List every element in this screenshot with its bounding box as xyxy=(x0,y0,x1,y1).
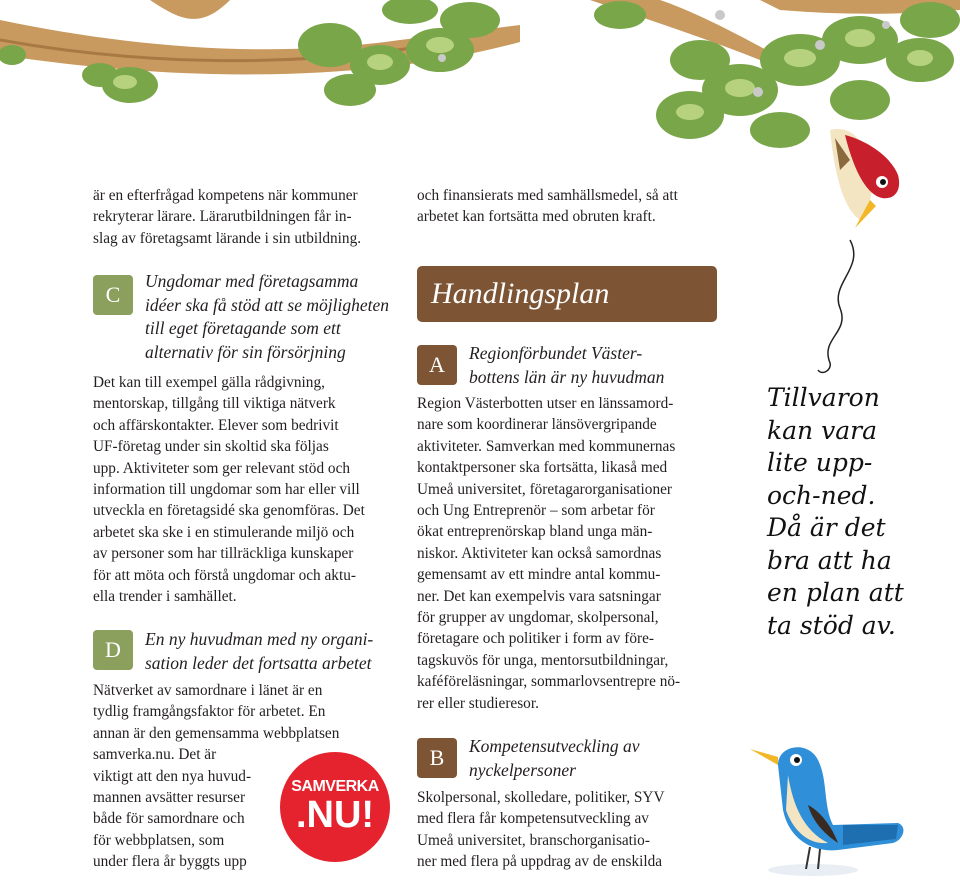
col2-intro-text: och finansierats med samhällsmedel, så att arbetet kan fortsätta med obruten kraft. xyxy=(417,187,678,226)
section-a-body: Region Västerbotten utser en länssamord- nare som koordinerar länsövergripande aktiviteter. Samverkan med kommunernas kontaktpersoner ska fortsätta, likaså med Umeå universitet, företagarorganisationer och Ung Entreprenör – som arbetar för ökat entreprenörskap bland unga män- niskor. Aktiviteter kan också samordnas gemensamt av ett mindre antal kommu- ner. Det kan exempelvis vara satsningar för grupper av ungdomar, skolpersonal, företagare och politiker i form av före- tagskuvös för unga, mentorsutbildningar, kaféföreläsningar, sommarlovsentrepre nö- rer eller studieresor. xyxy=(417,395,681,712)
woodpecker-illustration xyxy=(810,120,910,235)
section-c-body: Det kan till exempel gälla rådgivning, mentorskap, tillgång till viktiga nätverk och affärskontakter. Elever som bedrivit UF-företag under sin skoltid ska följas upp. Aktiviteter som ger relevant stöd och information till ungdomar som har eller vill utveckla en företagsidé ska genomföras. Det arbetet ska ske i en stimulerande miljö och av personer som har tillräckliga kunskaper för att möta och förstå ungdomar och aktu- ella trender i samhället. xyxy=(93,374,365,606)
section-a-badge: A xyxy=(417,345,457,385)
samverka-logo: SAMVERKA .NU! xyxy=(280,752,390,862)
handwritten-quote: Tillvaron kan vara lite upp- och-ned. Då är det bra att ha en plan att ta stöd av. xyxy=(767,383,904,640)
section-b-heading: Kompetensutveckling av nyckelpersoner xyxy=(469,736,640,780)
handlingsplan-banner: Handlingsplan xyxy=(417,266,717,322)
section-d-body: Nätverket av samordnare i länet är en tydlig framgångsfaktor för arbetet. En annan är den gemensamma webbplatsen samverka.nu. Det är viktigt att den nya huvud- mannen avsätter resurser både för samordnare och för webbplatsen, som under flera år byggts upp xyxy=(93,682,340,871)
section-c-badge: C xyxy=(93,275,133,315)
col1-intro-text: är en efterfrågad kompetens när kommuner rekryterar lärare. Lärarutbildningen får in- slag av företagsamt lärande i sin utbildning. xyxy=(93,187,362,247)
section-d-heading: En ny huvudman med ny organi- sation leder det fortsatta arbetet xyxy=(145,629,374,673)
section-b-badge: B xyxy=(417,738,457,778)
section-b-body: Skolpersonal, skolledare, politiker, SYV med flera får kompetensutveckling av Umeå universitet, branschorganisatio- ner med flera på uppdrag av de enskilda xyxy=(417,789,665,871)
section-d-badge: D xyxy=(93,630,133,670)
blue-bird-illustration xyxy=(748,735,913,880)
curly-line-decoration xyxy=(810,238,870,378)
section-c-heading: Ungdomar med företagsamma idéer ska få stöd att se möjligheten till eget företagande som ett alternativ för sin försörjning xyxy=(145,271,389,362)
section-a-heading: Regionförbundet Väster- bottens län är ny huvudman xyxy=(469,343,665,387)
